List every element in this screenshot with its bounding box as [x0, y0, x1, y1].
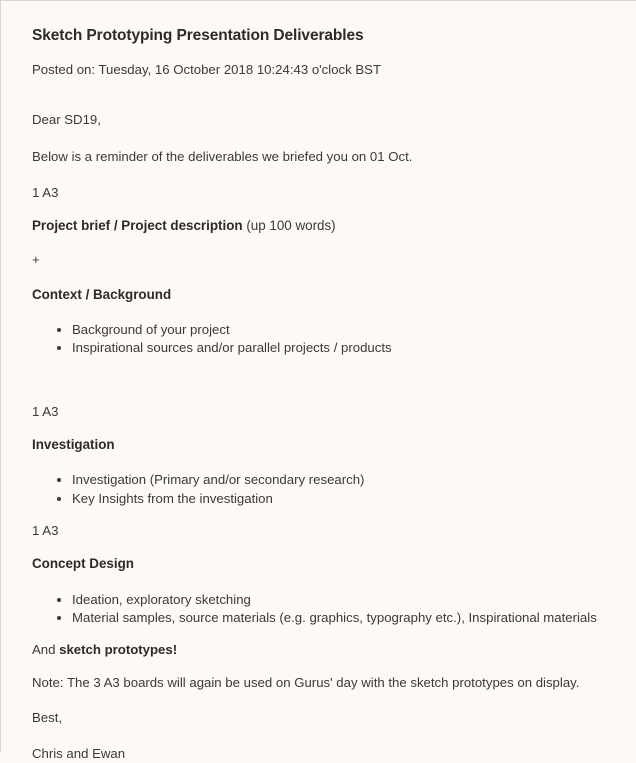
spacer — [32, 627, 616, 641]
spacer — [32, 420, 616, 436]
bullet-list-concept-design — [32, 591, 616, 627]
section-heading-context-background: Context / Background — [32, 287, 172, 303]
page-title: Sketch Prototyping Presentation Deliverables — [32, 27, 364, 44]
list-item: • Ideation, exploratory sketching — [72, 591, 616, 609]
spacer — [32, 235, 616, 251]
list-item: • Investigation (Primary and/or secondary research) — [72, 471, 616, 489]
signature-text: Chris and Ewan — [32, 746, 126, 762]
list-item: • Material samples, source materials (e.g. graphics, typography etc.), Inspirational materials — [72, 609, 616, 627]
and-sketch-prototypes-line — [32, 641, 616, 659]
spacer — [32, 358, 616, 403]
post-timestamp: Posted on: Tuesday, 16 October 2018 10:24:43 o'clock BST — [32, 62, 382, 78]
board-label-1: 1 A3 — [32, 184, 59, 200]
section-heading-text: Project brief / Project description — [32, 218, 243, 234]
spacer — [32, 692, 616, 709]
board-label-3: 1 A3 — [32, 522, 59, 538]
bullet-list-context-background — [32, 321, 616, 357]
spacer — [32, 201, 616, 217]
spacer — [32, 129, 616, 148]
spacer — [32, 539, 616, 555]
spacer — [32, 304, 616, 321]
section-heading-investigation: Investigation — [32, 437, 115, 453]
board-label-2: 1 A3 — [32, 403, 59, 419]
section-heading-concept-design: Concept Design — [32, 556, 134, 572]
spacer — [32, 508, 616, 522]
section-heading-project-brief — [32, 217, 616, 235]
section-heading-note: (up 100 words) — [242, 218, 336, 234]
list-item: • Inspirational sources and/or parallel projects / products — [72, 339, 616, 357]
sketch-prototypes-emphasis: sketch prototypes! — [59, 641, 178, 657]
spacer — [32, 269, 616, 286]
list-item: • Background of your project — [72, 321, 616, 339]
and-prefix-text: And — [32, 641, 60, 657]
list-item: • Key Insights from the investigation — [72, 490, 616, 508]
plus-separator: + — [32, 252, 40, 268]
spacer — [32, 454, 616, 471]
spacer — [32, 166, 616, 184]
sign-off-text: Best, — [32, 710, 63, 726]
spacer — [32, 658, 616, 674]
spacer — [32, 574, 616, 591]
spacer — [32, 79, 616, 111]
bullet-list-investigation — [32, 471, 616, 507]
spacer — [32, 727, 616, 745]
note-text: Note: The 3 A3 boards will again be used on Gurus' day with the sketch prototypes on display. — [32, 675, 580, 691]
salutation-text: Dear SD19, — [32, 111, 101, 127]
intro-text: Below is a reminder of the deliverables we briefed you on 01 Oct. — [32, 148, 413, 164]
